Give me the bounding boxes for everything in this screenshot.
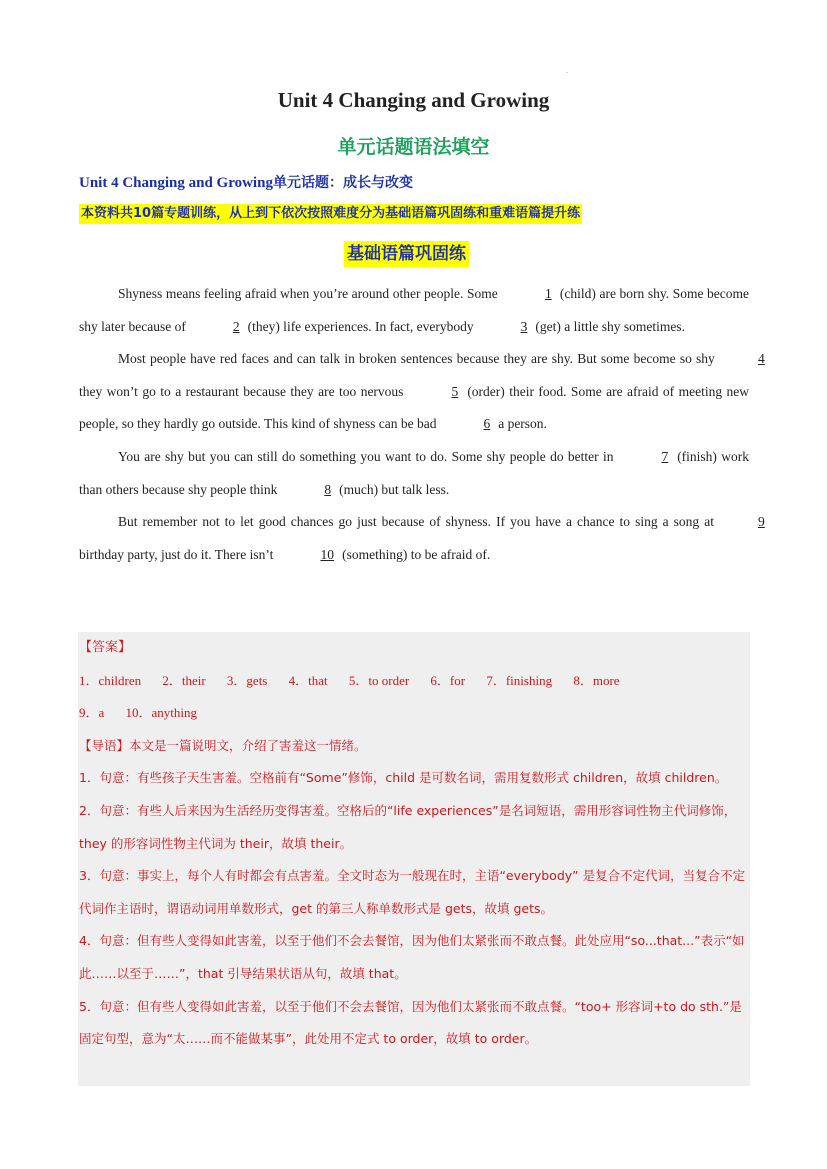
blank-3: 3 [520,318,528,334]
page-subtitle: 单元话题语法填空 [337,136,490,158]
answer-item: 7．finishing [486,672,553,688]
blank-6: 6 [483,416,491,432]
unit-topic-cn: 单元话题：成长与改变 [272,175,413,191]
unit-topic-en: Unit 4 Changing and Growing [79,175,273,191]
answer-list-row-1 [78,665,750,698]
answer-item: 5．to order [348,672,410,688]
answer-box [78,632,750,1086]
guide [78,730,750,763]
answer-item: 8．more [573,672,620,688]
explanation-5: 5．句意：但有些人变得如此害羞，以至于他们不会去餐馆，因为他们太紧张而不敢点餐。“too+ 形容词+to do sth.”是固定句型，意为“太……而不能做某事”，此处用不定式 to order，故填 to order。 [79,998,742,1047]
answer-item: 4．that [288,672,328,688]
answer-item: 9．a [79,705,105,721]
passage-text: (child) are born shy. Some become shy later because of [79,286,750,334]
cloze-passage [79,278,765,571]
answer-list-row-2 [78,697,750,730]
blank-7: 7 [661,448,669,464]
passage-text: Most people have red faces and can talk in broken sentences because they are shy. But some become so shy [118,351,715,367]
answer-item: 6．for [430,672,466,688]
blank-8: 8 [324,481,332,497]
explanation-2: 2．句意：有些人后来因为生活经历变得害羞。空格后的“life experiences”是名词短语，需用形容词性物主代词修饰，they 的形容词性物主代词为 their，故填 their。 [79,802,737,851]
passage-text: a person. [498,416,547,432]
passage-text: they won’t go to a restaurant because they are too nervous [79,383,404,399]
paragraph-1 [79,278,749,343]
paragraph-2 [79,343,765,441]
unit-topic [79,172,413,192]
passage-text: birthday party, just do it. There isn’t [79,546,274,562]
guide-label: 【导语】 [79,737,130,753]
passage-text: (much) but talk less. [339,481,450,497]
resource-note: 本资料共10篇专题训练，从上到下依次按照难度分为基础语篇巩固练和重难语篇提升练 [79,204,582,224]
explanation-1: 1．句意：有些孩子天生害羞。空格前有“Some”修饰，child 是可数名词，需用复数形式 children，故填 children。 [79,770,728,786]
passage-text: You are shy but you can still do something you want to do. Some shy people do better in [118,448,614,464]
passage-text: But remember not to let good chances go just because of shyness. If you have a chance to sing a song at [118,514,714,530]
passage-text: (they) life experiences. In fact, everybody [247,318,474,334]
page-title: Unit 4 Changing and Growing [277,88,550,112]
blank-1: 1 [544,286,552,301]
passage-text: (get) a little shy sometimes. [535,318,685,334]
paragraph-3 [79,441,749,506]
explanation-4: 4．句意：但有些人变得如此害羞，以至于他们不会去餐馆，因为他们太紧张而不敢点餐。此处应用“so...that...”表示“如此……以至于……”，that 引导结果状语从句，故填 that。 [79,933,745,981]
page-dot: . [566,66,568,75]
guide-text: 本文是一篇说明文，介绍了害羞这一情绪。 [129,737,367,753]
answer-item: 2．their [162,672,206,688]
passage-text: (order) their food. Some are afraid of meeting new people, so they hardly go outside. This kind of shyness can be bad [79,383,750,432]
answer-item: 1．children [79,672,142,688]
passage-text: (finish) work than others because shy people think [79,448,750,497]
passage-text: Shyness means feeling afraid when you’re around other people. Some [118,286,498,301]
answer-item: 10．anything [125,705,198,721]
section-heading: 基础语篇巩固练 [344,241,469,267]
blank-2: 2 [232,318,240,334]
answer-header: 【答案】 [79,640,132,655]
answer-item: 3．gets [226,672,268,688]
passage-text: (something) to be afraid of. [342,546,491,562]
blank-9: 9 [758,514,765,530]
blank-10: 10 [320,546,334,562]
blank-5: 5 [451,383,459,399]
paragraph-4 [79,506,765,571]
explanation-3: 3．句意：事实上，每个人有时都会有点害羞。全文时态为一般现在时，主语“everybody” 是复合不定代词，当复合不定代词作主语时，谓语动词用单数形式，get 的第三人称单数形式是 gets，故填 gets。 [79,868,746,916]
blank-4: 4 [758,351,765,367]
